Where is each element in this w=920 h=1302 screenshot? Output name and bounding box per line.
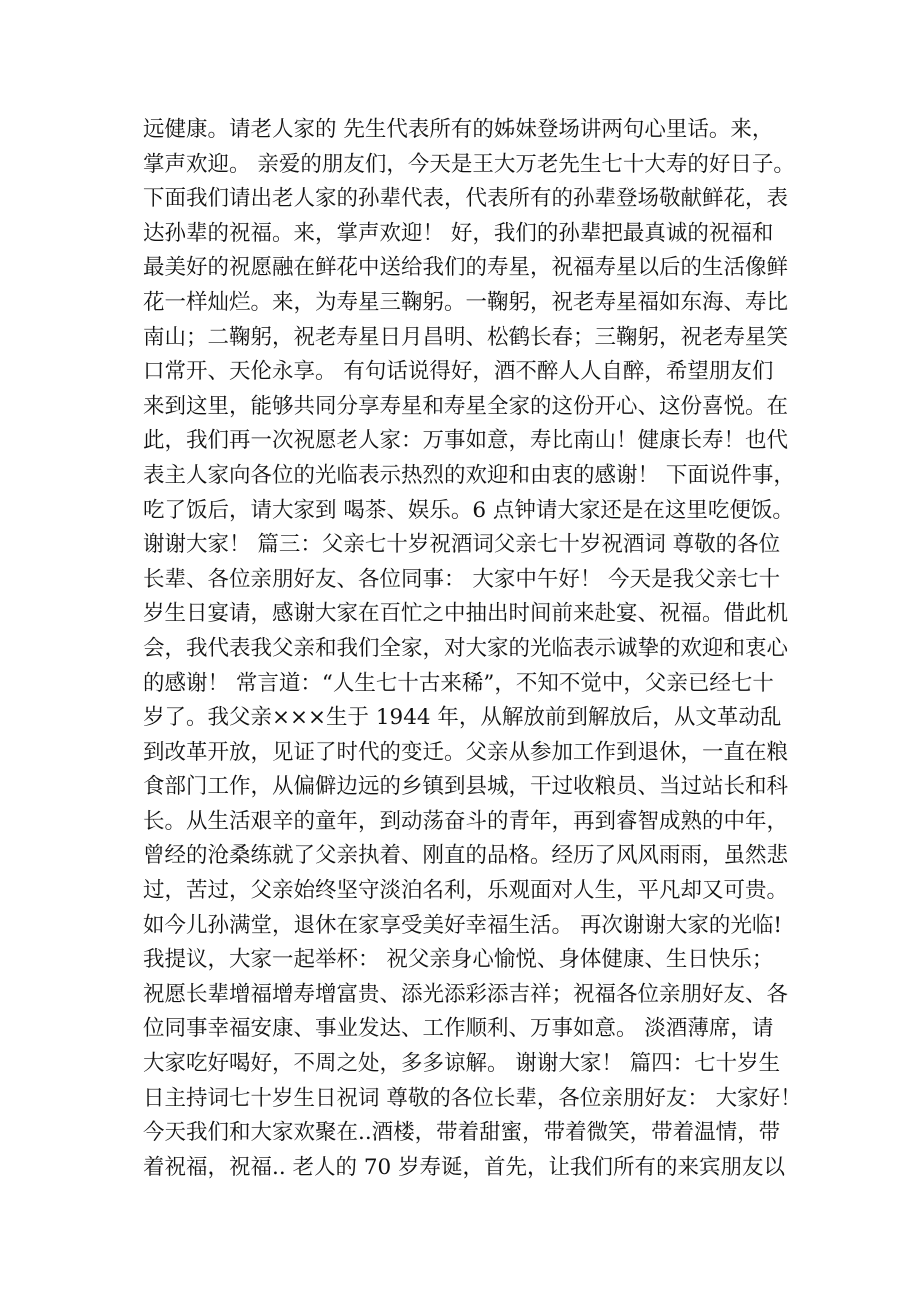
text-line: 最美好的祝愿融在鲜花中送给我们的寿星，祝福寿星以后的生活像鲜 [143, 255, 789, 281]
text-line: 日主持词七十岁生日祝词 尊敬的各位长辈，各位亲朋好友： 大家好！ [143, 1085, 802, 1111]
text-line: 长辈、各位亲朋好友、各位同事： 大家中午好！ 今天是我父亲七十 [143, 566, 781, 592]
text-line: 下面我们请出老人家的孙辈代表，代表所有的孙辈登场敬献鲜花，表 [143, 186, 789, 212]
text-line: 的感谢！ 常言道：“人生七十古来稀”，不知不觉中，父亲已经七十 [143, 670, 774, 696]
text-line: 吃了饭后，请大家到 喝茶、娱乐。6 点钟请大家还是在这里吃便饭。 [143, 497, 794, 523]
text-line: 掌声欢迎。 亲爱的朋友们，今天是王大万老先生七十大寿的好日子。 [143, 151, 795, 177]
text-line: 谢谢大家！ 篇三：父亲七十岁祝酒词父亲七十岁祝酒词 尊敬的各位 [143, 532, 781, 558]
text-line: 会，我代表我父亲和我们全家，对大家的光临表示诚挚的欢迎和衷心 [143, 635, 789, 661]
text-line: 今天我们和大家欢聚在..酒楼，带着甜蜜，带着微笑，带着温情，带 [143, 1120, 781, 1146]
text-line: 花一样灿烂。来，为寿星三鞠躬。一鞠躬，祝老寿星福如东海、寿比 [143, 289, 789, 315]
text-line: 到改革开放，见证了时代的变迁。父亲从参加工作到退休，一直在粮 [143, 739, 789, 765]
text-line: 我提议，大家一起举杯： 祝父亲身心愉悦、身体健康、生日快乐； [143, 947, 774, 973]
text-line: 南山；二鞠躬，祝老寿星日月昌明、松鹤长春；三鞠躬，祝老寿星笑 [143, 324, 789, 350]
text-line: 此，我们再一次祝愿老人家：万事如意，寿比南山！健康长寿！也代 [143, 428, 789, 454]
text-line: 达孙辈的祝福。来，掌声欢迎！ 好，我们的孙辈把最真诚的祝福和 [143, 220, 774, 246]
text-line: 远健康。请老人家的 先生代表所有的姊妹登场讲两句心里话。来， [143, 117, 774, 142]
text-line: 过，苦过，父亲始终坚守淡泊名利，乐观面对人生，平凡却又可贵。 [143, 878, 789, 904]
text-line: 岁了。我父亲×××生于 1944 年，从解放前到解放后，从文革动乱 [143, 705, 782, 731]
text-line: 口常开、天伦永享。 有句话说得好，酒不醉人人自醉，希望朋友们 [143, 359, 774, 385]
text-line: 位同事幸福安康、事业发达、工作顺利、万事如意。 淡酒薄席，请 [143, 1016, 774, 1042]
text-line: 如今儿孙满堂，退休在家享受美好幸福生活。 再次谢谢大家的光临! [143, 912, 782, 938]
body-text [143, 113, 803, 1185]
text-line: 表主人家向各位的光临表示热烈的欢迎和由衷的感谢！ 下面说件事， [143, 462, 795, 488]
text-line: 岁生日宴请，感谢大家在百忙之中抽出时间前来赴宴、祝福。借此机 [143, 601, 789, 627]
text-line: 着祝福，祝福.. 老人的 70 岁寿诞，首先，让我们所有的来宾朋友以 [143, 1154, 786, 1180]
text-line: 大家吃好喝好，不周之处，多多谅解。 谢谢大家！ 篇四：七十岁生 [143, 1051, 781, 1077]
text-line: 曾经的沧桑练就了父亲执着、刚直的品格。经历了风风雨雨，虽然悲 [143, 843, 789, 869]
text-line: 祝愿长辈增福增寿增富贵、添光添彩添吉祥；祝福各位亲朋好友、各 [143, 981, 789, 1007]
text-line: 食部门工作，从偏僻边远的乡镇到县城，干过收粮员、当过站长和科 [143, 774, 789, 800]
text-line: 长。从生活艰辛的童年，到动荡奋斗的青年，再到睿智成熟的中年， [143, 808, 789, 834]
text-line: 来到这里，能够共同分享寿星和寿星全家的这份开心、这份喜悦。在 [143, 393, 789, 419]
